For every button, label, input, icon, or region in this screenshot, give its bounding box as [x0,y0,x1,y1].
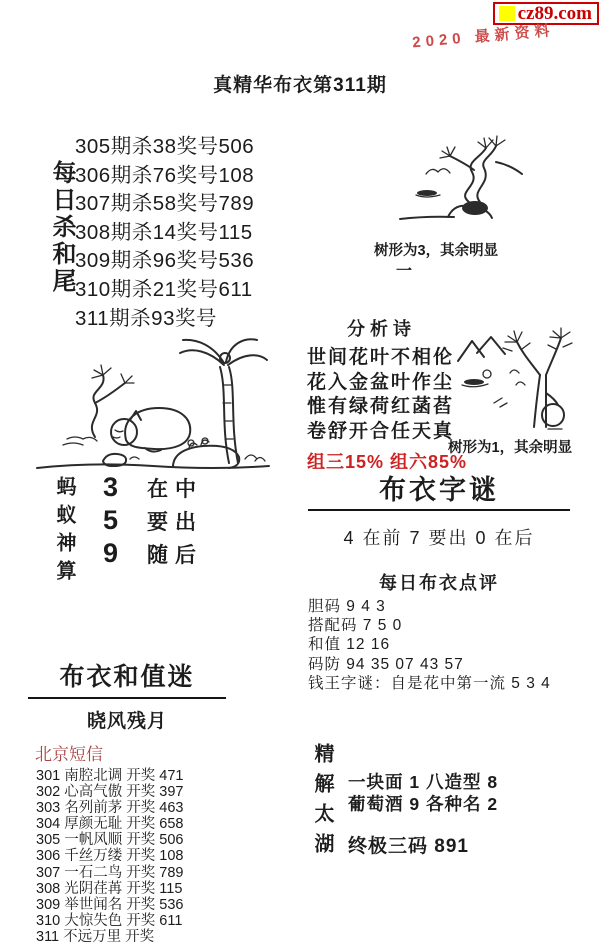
logo-text: cz89.com [517,3,592,24]
list-item: 和值 12 16 [308,636,391,654]
daily-kill-label: 每日杀和尾 [48,160,74,295]
daily-review-title: 每日布衣点评 [379,573,499,593]
buyi-riddle-line: 4 在前 7 要出 0 在后 [343,528,535,548]
poem-line: 花入金盆叶作尘 [307,371,455,393]
taihu-label: 精解太湖 [311,743,333,863]
taihu-lines [348,771,498,815]
hezhi-subtitle: 晓风残月 [86,711,167,732]
ant-number: 3 [103,472,119,502]
tree-shape-1-drawing [450,327,576,433]
list-item: 311 不远万里 开奖 [36,928,155,945]
ant-row [103,505,203,538]
logo-yellow-square-icon [499,6,515,21]
ant-number: 9 [103,538,119,568]
watermark-2020: 2020 最新资料 [411,22,556,52]
hezhi-source: 北京短信 [35,745,103,764]
poem-line: 惟有绿荷红菡萏 [307,396,455,417]
list-item: 311期杀93奖号 [75,306,217,330]
hezhi-section [28,657,226,945]
list-item: 310 大惊失色 开奖 611 [36,912,183,929]
list-item: 305 一帆风顺 开奖 506 [36,832,184,849]
list-item: 309 举世闻名 开奖 536 [36,896,184,913]
list-item: 301 南腔北调 开奖 471 [36,768,184,784]
daily-kill-list [75,133,254,333]
ant-text: 随后 [147,544,203,567]
page-title: 真精华布衣第311期 [213,75,387,96]
list-item: 钱王字谜：自是花中第一流 5 3 4 [308,674,551,692]
tree1-dash: 一 [396,263,413,280]
poem-line: 世间花叶不相伦 [307,347,455,368]
taihu-final-codes: 终极三码 891 [348,836,469,857]
list-item: 306 千丝万缕 开奖 108 [36,848,184,865]
hezhi-history-list [28,768,226,945]
ant-row [103,472,203,505]
tree2-caption: 树形为1，其余明显 [448,440,573,456]
pig-scene-drawing [33,327,273,475]
ant-row [103,538,203,571]
daily-review-list [308,597,551,693]
ant-oracle-rows [103,472,203,571]
list-item: 303 名列前茅 开奖 463 [36,800,184,817]
list-item: 一块面 1 八造型 8 [348,772,499,792]
list-item: 304 厚颜无耻 开奖 658 [36,816,184,833]
list-item: 307 一石二鸟 开奖 789 [36,864,184,881]
analysis-poem [307,315,454,444]
tree1-caption: 树形为3，其余明显 [374,243,499,259]
poem-title: 分析诗 [347,319,416,339]
list-item: 码防 94 35 07 43 57 [308,655,464,673]
ant-oracle-label: 蚂蚁神算 [53,476,75,588]
list-item: 302 心高气傲 开奖 397 [36,784,184,801]
poem-line: 卷舒开合任天真 [307,420,455,442]
ant-text: 在中 [147,478,203,501]
ant-number: 5 [103,505,119,535]
list-item: 搭配码 7 5 0 [308,617,403,635]
buyi-riddle-section [308,468,570,595]
list-item: 306期杀76奖号108 [75,163,255,187]
list-item: 305期杀38奖号506 [75,135,255,158]
ant-text: 要出 [147,511,203,534]
list-item: 309期杀96奖号536 [75,249,255,273]
tree-shape-3-drawing [396,134,532,234]
list-item: 308期杀14奖号115 [75,220,253,244]
list-item: 310期杀21奖号611 [75,277,253,301]
group-ratio: 组三15% 组六85% [307,452,468,472]
buyi-riddle-title: 布衣字谜 [308,468,570,511]
hezhi-title: 布衣和值迷 [28,657,226,699]
list-item: 308 光阴荏苒 开奖 115 [36,880,183,897]
list-item: 葡萄酒 9 各种名 2 [348,794,499,814]
list-item: 307期杀58奖号789 [75,192,255,216]
list-item: 胆码 9 4 3 [308,598,386,615]
